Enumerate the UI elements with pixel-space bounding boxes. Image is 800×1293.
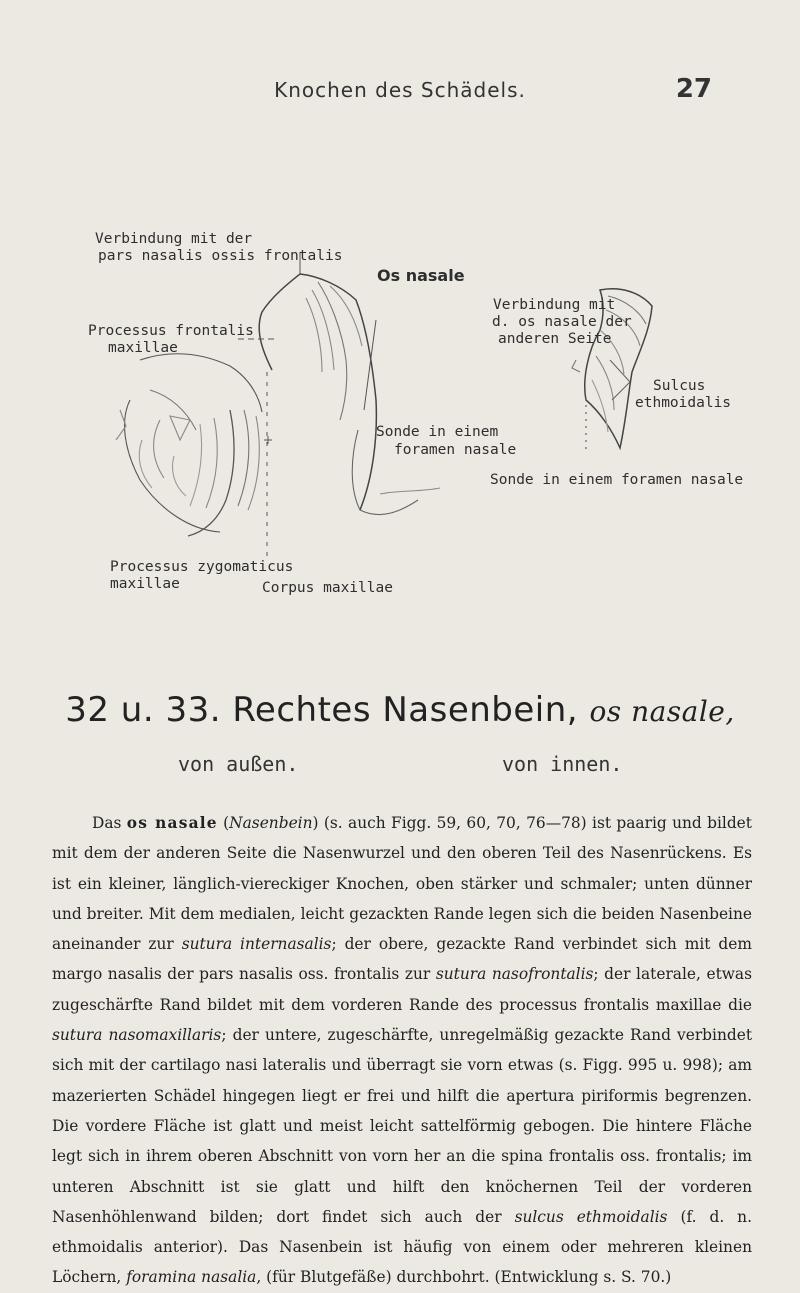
nasal-bone-figure [0, 0, 800, 640]
term-sulcus-ethmoidalis: sulcus ethmoidalis [514, 1207, 668, 1226]
body-text-run: , (für Blutgefäße) durchbohrt. (Entwicklung s. S. 70.) [256, 1268, 672, 1287]
label-sonde-rechts: Sonde in einem foramen nasale [490, 472, 744, 488]
label-sonde-links-1: Sonde in einem [376, 424, 499, 440]
figure-caption [0, 690, 800, 730]
label-verbindung-andere-2: d. os nasale der [492, 314, 632, 330]
term-sutura-nasomaxillaris: sutura nasomaxillaris [52, 1026, 222, 1045]
caption-title: 32 u. 33. Rechtes Nasenbein, [65, 690, 579, 730]
body-text-run: ; der untere, zugeschärfte, unregelmäßig gezackte Rand verbindet sich mit der cartilago nasi lateralis und überragt sie vorn etwas (s. Figg. 995 u. 998); am mazerierten Schädel hingegen liegt er frei und hilft die apertura piriformis begrenzen. Die vordere Fläche ist glatt und meist leicht sattelförmig gebogen. Die hintere Fläche legt sich in ihrem oberen Abschnitt von vorn her an die spina frontalis oss. frontalis; im unteren Abschnitt ist sie glatt und hilft den knöchernen Teil der vorderen Nasenhöhlenwand bilden; dort findet sich auch der [52, 1026, 753, 1226]
label-corpus-maxillae: Corpus maxillae [262, 580, 393, 596]
label-sulcus-1: Sulcus [653, 378, 706, 394]
label-verbindung-andere-1: Verbindung mit [493, 297, 616, 313]
caption-right-sub: von innen. [502, 752, 623, 776]
figure-pointer-lines [238, 252, 376, 560]
label-verbindung-frontalis-1: Verbindung mit der [95, 231, 253, 247]
caption-title-italic: os nasale, [589, 695, 735, 728]
body-text-run: ( [217, 814, 230, 832]
term-nasenbein: Nasenbein [229, 814, 313, 832]
label-verbindung-andere-3: anderen Seite [498, 331, 612, 347]
caption-left-sub: von außen. [178, 752, 299, 776]
term-sutura-nasofrontalis: sutura nasofrontalis [435, 965, 594, 984]
body-text-run: (f. d. n. ethmoidalis anterior). Das Nasenbein ist häufig von einem oder mehreren kleinen Löchern, [52, 1207, 752, 1287]
label-processus-frontalis-1: Processus frontalis [88, 323, 254, 339]
running-title: Knochen des Schädels. [274, 78, 526, 102]
term-foramina-nasalia: foramina nasalia [126, 1268, 257, 1287]
body-text-run: Das [92, 814, 127, 832]
label-processus-zygomaticus-1: Processus zygomaticus [110, 559, 294, 575]
term-os-nasale: os nasale [126, 814, 218, 832]
figure-32-illustration [116, 274, 440, 536]
body-text-run: ; der obere, gezackte Rand verbindet sich mit dem margo nasalis der pars nasalis oss. frontalis zur [52, 935, 752, 984]
label-processus-zygomaticus-2: maxillae [110, 576, 180, 592]
label-os-nasale: Os nasale [377, 266, 465, 285]
label-processus-frontalis-2: maxillae [108, 340, 178, 356]
term-sutura-internasalis: sutura internasalis [181, 935, 332, 954]
body-text-run: ; der laterale, etwas zugeschärfte Rand bildet mit dem vorderen Rande des processus frontalis maxillae die [52, 965, 752, 1014]
page-number: 27 [675, 74, 712, 104]
label-sulcus-2: ethmoidalis [635, 395, 732, 411]
body-paragraph [52, 808, 752, 1293]
body-text-run: ) (s. auch Figg. 59, 60, 70, 76—78) ist paarig und bildet mit dem der anderen Seite die Nasenwurzel und den oberen Teil des Nasenrückens. Es ist ein kleiner, länglich-viereckiger Knochen, oben stärker und schmaler; unten dünner und breiter. Mit dem medialen, leicht gezackten Rande legen sich die beiden Nasenbeine aneinander zur [52, 814, 752, 954]
label-verbindung-frontalis-2: pars nasalis ossis frontalis [98, 248, 343, 264]
label-sonde-links-2: foramen nasale [394, 442, 517, 458]
